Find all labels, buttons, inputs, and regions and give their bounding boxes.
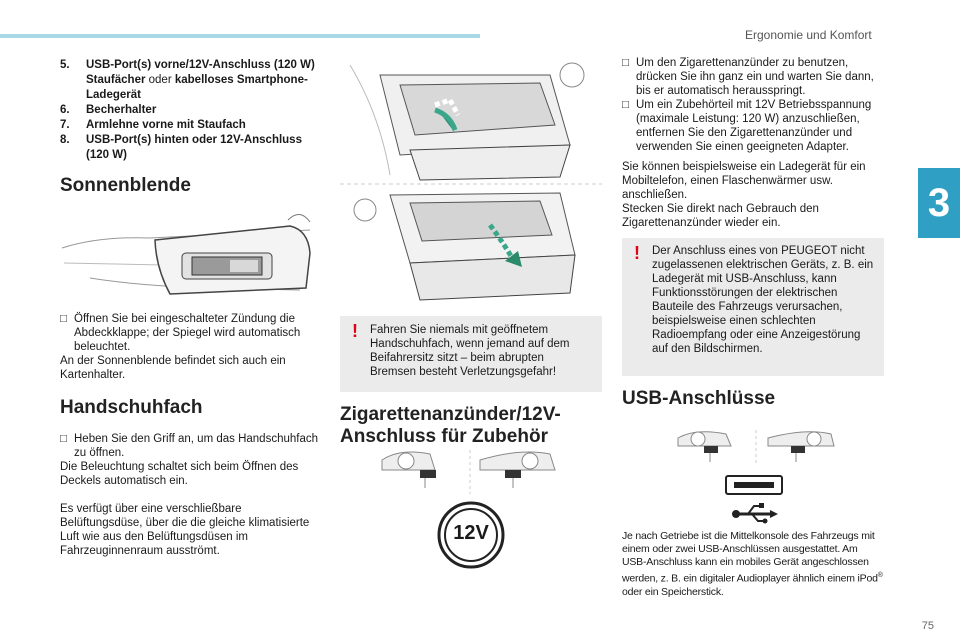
bullet-item: □ Heben Sie den Griff an, um das Handschuhfach zu öffnen.: [60, 433, 318, 459]
glovebox-warning: ! Fahren Sie niemals mit geöffnetem Handschuhfach, wenn jemand auf dem Beifahrersitz sitzt – beim abrupten Bremsen besteht Verletzungsgefahr!: [340, 316, 602, 392]
page-number: 75: [921, 620, 934, 632]
12v-socket-icon: [436, 500, 506, 570]
paragraph: Es verfügt über eine verschließbare Belüftungsdüse, über die die gleiche klimatisierte Luft wie aus den Belüftungsdüsen im Fahrzeuginnenraum ausströmt.: [60, 503, 310, 557]
paragraph: An der Sonnenblende befindet sich auch ein Kartenhalter.: [60, 355, 286, 381]
bullet-arrow-icon: □: [622, 99, 629, 111]
warning-exclamation-icon: !: [352, 321, 358, 341]
chapter-tab: 3: [918, 168, 960, 238]
list-item: 8. USB-Port(s) hinten oder 12V-Anschluss (120 W): [60, 134, 302, 161]
right-column: [622, 56, 884, 230]
section-title: Ergonomie und Komfort: [745, 28, 872, 42]
socket-warning: ! Der Anschluss eines von PEUGEOT nicht zugelassenen elektrischen Geräts, z. B. ein Ladegerät mit USB-Anschluss, kann Funktionsstörungen der elektrischen Bauteile des Fahrzeugs verursachen, beispielsweise einen schlechten Radioempfang oder eine Anzeigestörung auf den Bildschirmen.: [622, 238, 884, 376]
handschuhfach-heading: Handschuhfach: [60, 397, 203, 418]
feature-list: [60, 58, 322, 163]
usb-location-illustration: [676, 428, 836, 468]
paragraph: Stecken Sie direkt nach Gebrauch den Zigarettenanzünder wieder ein.: [622, 203, 819, 229]
socket-label: 12V: [453, 522, 489, 544]
bullet-arrow-icon: □: [622, 57, 629, 69]
usb-heading: USB-Anschlüsse: [622, 388, 776, 409]
zigarette-heading: Zigarettenanzünder/12V-Anschluss für Zubehör: [340, 404, 561, 447]
sonnenblende-heading: Sonnenblende: [60, 175, 191, 196]
bullet-item: □ Um den Zigarettenanzünder zu benutzen, drücken Sie ihn ganz ein und warten Sie dann, bis er automatisch herausspringt.: [622, 57, 874, 97]
sonnenblende-body: [60, 312, 322, 382]
bullet-item: □ Um ein Zubehörteil mit 12V Betriebsspannung (maximale Leistung: 120 W) anzuschließen, entfernen Sie den Zigarettenanzünder und verwenden Sie einen geeigneten Adapter.: [622, 99, 872, 153]
list-item: 5. USB-Port(s) vorne/12V-Anschluss (120 W) Staufächer oder kabelloses Smartphone-Ladegerät: [60, 59, 315, 101]
left-column: [60, 58, 322, 163]
usb-body: Je nach Getriebe ist die Mittelkonsole des Fahrzeugs mit einem oder zwei USB-Anschlüssen ausgestattet. Am USB-Anschluss kann ein mobiles Gerät angeschlossen werden, z. B. ein digitaler Audioplayer ähnlich einem iPod® oder ein Speicherstick.: [622, 530, 883, 598]
sun-visor-illustration: [60, 208, 322, 298]
list-item: 7. Armlehne vorne mit Staufach: [60, 119, 246, 131]
bullet-arrow-icon: □: [60, 313, 67, 325]
bullet-item: □ Öffnen Sie bei eingeschalteter Zündung die Abdeckklappe; der Spiegel wird automatisch beleuchtet.: [60, 313, 301, 353]
handschuhfach-body: [60, 432, 322, 558]
usb-port-icon: [724, 474, 784, 526]
console-location-illustration: [380, 448, 560, 496]
paragraph: Die Beleuchtung schaltet sich beim Öffnen des Deckels automatisch ein.: [60, 461, 299, 487]
bullet-arrow-icon: □: [60, 433, 67, 445]
warning-exclamation-icon: !: [634, 243, 640, 263]
glovebox-illustration: [340, 55, 602, 310]
list-item: 6. Becherhalter: [60, 104, 157, 116]
header-bar: [0, 34, 480, 38]
paragraph: Sie können beispielsweise ein Ladegerät für ein Mobiltelefon, einen Flaschenwärmer usw. anschließen.: [622, 161, 866, 201]
